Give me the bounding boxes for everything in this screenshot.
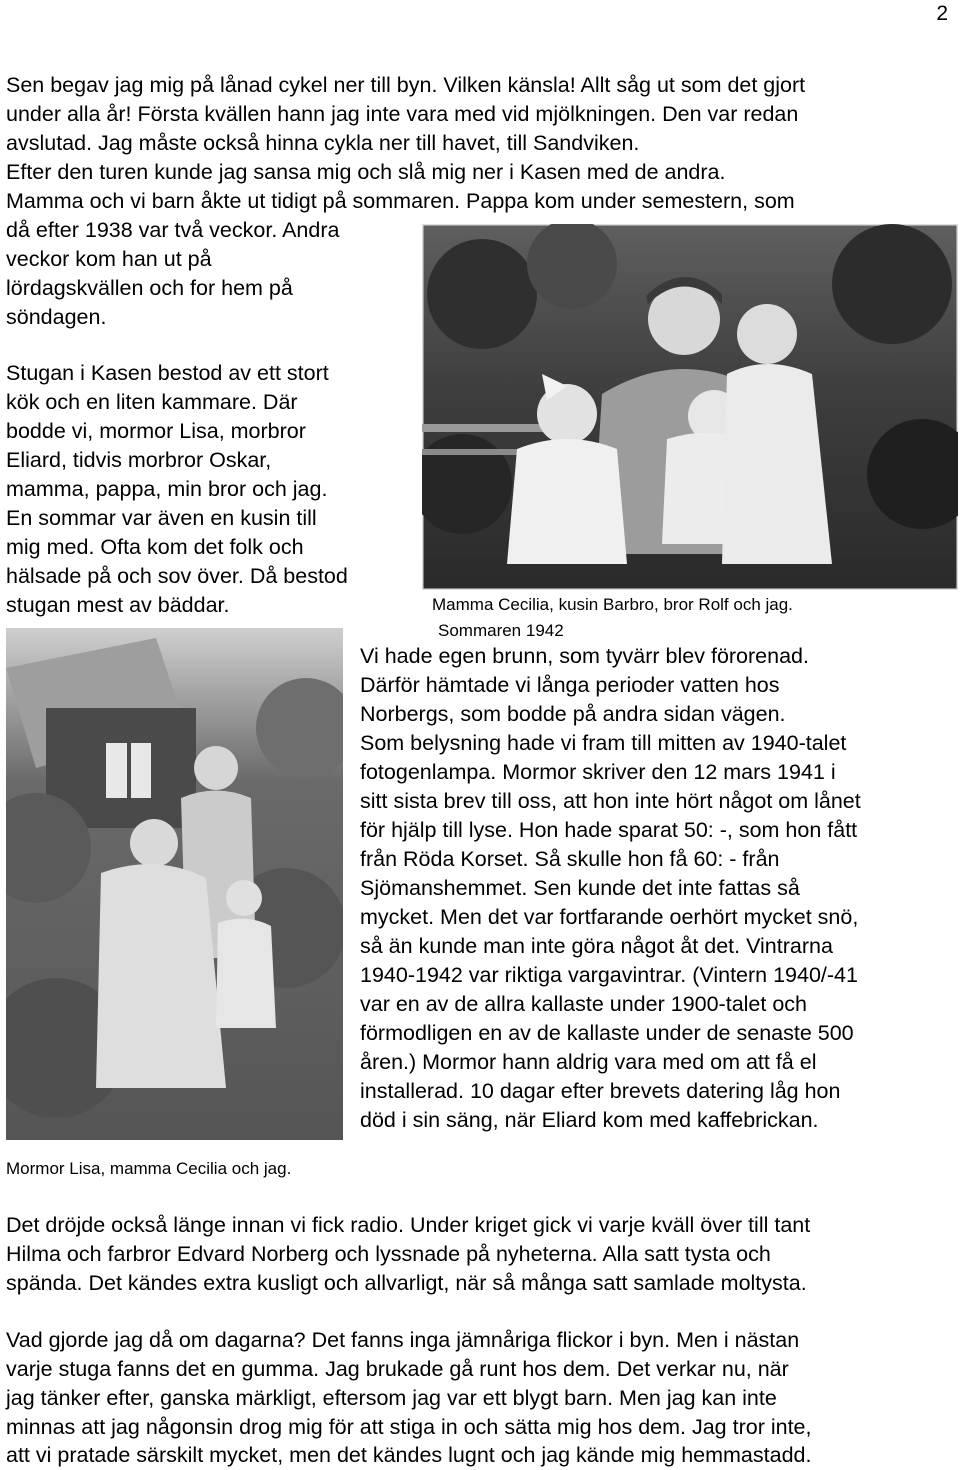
text-line: mamma, pappa, min bror och jag.: [6, 477, 328, 501]
text-line: söndagen.: [6, 305, 107, 329]
text-line: kök och en liten kammare. Där: [6, 390, 298, 414]
text-line: lördagskvällen och for hem på: [6, 276, 293, 300]
text-line: Sen begav jag mig på lånad cykel ner till byn. Vilken känsla! Allt såg ut som det gjort: [6, 73, 806, 97]
text-line: så än kunde man inte göra något åt det. Vintrarna: [360, 934, 833, 958]
text-line: minnas att jag någonsin drog mig för att stiga in och sätta mig hos dem. Jag tror inte,: [6, 1415, 812, 1439]
text-line: Därför hämtade vi långa perioder vatten hos: [360, 673, 780, 697]
page-number: 2: [936, 2, 948, 25]
text-line: Efter den turen kunde jag sansa mig och slå mig ner i Kasen med de andra.: [6, 160, 726, 184]
text-line: fotogenlampa. Mormor skriver den 12 mars 1941 i: [360, 760, 836, 784]
text-line: Sjömanshemmet. Sen kunde det inte fattas så: [360, 876, 800, 900]
text-line: bodde vi, mormor Lisa, morbror: [6, 419, 306, 443]
text-line: för hjälp till lyse. Hon hade sparat 50: -, som hon fått: [360, 818, 858, 842]
text-line: förmodligen en av de kallaste under de senaste 500: [360, 1021, 854, 1045]
text-line: var en av de allra kallaste under 1900-talet och: [360, 992, 807, 1016]
text-line: Som belysning hade vi fram till mitten av 1940-talet: [360, 731, 847, 755]
text-line: installerad. 10 dagar efter brevets datering låg hon: [360, 1079, 841, 1103]
text-line: Norbergs, som bodde på andra sidan vägen.: [360, 702, 786, 726]
family-photo-caption-year: Sommaren 1942: [438, 621, 564, 640]
text-line: Mamma och vi barn åkte ut tidigt på sommaren. Pappa kom under semestern, som: [6, 189, 795, 213]
text-line: Stugan i Kasen bestod av ett stort: [6, 361, 329, 385]
text-line: mycket. Men det var fortfarande oerhört mycket snö,: [360, 905, 859, 929]
text-line: Det dröjde också länge innan vi fick radio. Under kriget gick vi varje kväll över till tant: [6, 1213, 811, 1237]
text-line: stugan mest av bäddar.: [6, 593, 230, 617]
text-line: hälsade på och sov över. Då bestod: [6, 564, 348, 588]
text-line: Eliard, tidvis morbror Oskar,: [6, 448, 272, 472]
family-photo-caption: Mamma Cecilia, kusin Barbro, bror Rolf och jag.: [432, 595, 793, 614]
grandmother-photo-caption: Mormor Lisa, mamma Cecilia och jag.: [6, 1159, 292, 1178]
text-line: Hilma och farbror Edvard Norberg och lyssnade på nyheterna. Alla satt tysta och: [6, 1242, 771, 1266]
text-line: 1940-1942 var riktiga vargavintrar. (Vintern 1940/-41: [360, 963, 858, 987]
grandmother-photo: [6, 628, 343, 1140]
text-line: spända. Det kändes extra kusligt och allvarligt, när så många satt samlade moltysta.: [6, 1271, 807, 1295]
text-line: att vi pratade särskilt mycket, men det kändes lugnt och jag kände mig hemmastadd.: [6, 1443, 812, 1467]
text-line: Vi hade egen brunn, som tyvärr blev förorenad.: [360, 644, 809, 668]
text-line: från Röda Korset. Så skulle hon få 60: - från: [360, 847, 780, 871]
text-line: jag tänker efter, ganska märkligt, eftersom jag var ett blygt barn. Men jag kan inte: [6, 1386, 777, 1410]
text-line: veckor kom han ut på: [6, 247, 212, 271]
family-photo: [422, 224, 958, 590]
text-line: då efter 1938 var två veckor. Andra: [6, 218, 340, 242]
text-line: Vad gjorde jag då om dagarna? Det fanns inga jämnåriga flickor i byn. Men i nästan: [6, 1328, 800, 1352]
text-line: avslutad. Jag måste också hinna cykla ner till havet, till Sandviken.: [6, 131, 640, 155]
text-line: under alla år! Första kvällen hann jag inte vara med vid mjölkningen. Den var redan: [6, 102, 799, 126]
text-line: sitt sista brev till oss, att hon inte hört något om lånet: [360, 789, 861, 813]
text-line: död i sin säng, när Eliard kom med kaffebrickan.: [360, 1108, 819, 1132]
text-line: mig med. Ofta kom det folk och: [6, 535, 304, 559]
text-line: En sommar var även en kusin till: [6, 506, 317, 530]
text-line: varje stuga fanns det en gumma. Jag brukade gå runt hos dem. Det verkar nu, när: [6, 1357, 789, 1381]
text-line: åren.) Mormor hann aldrig vara med om att få el: [360, 1050, 817, 1074]
